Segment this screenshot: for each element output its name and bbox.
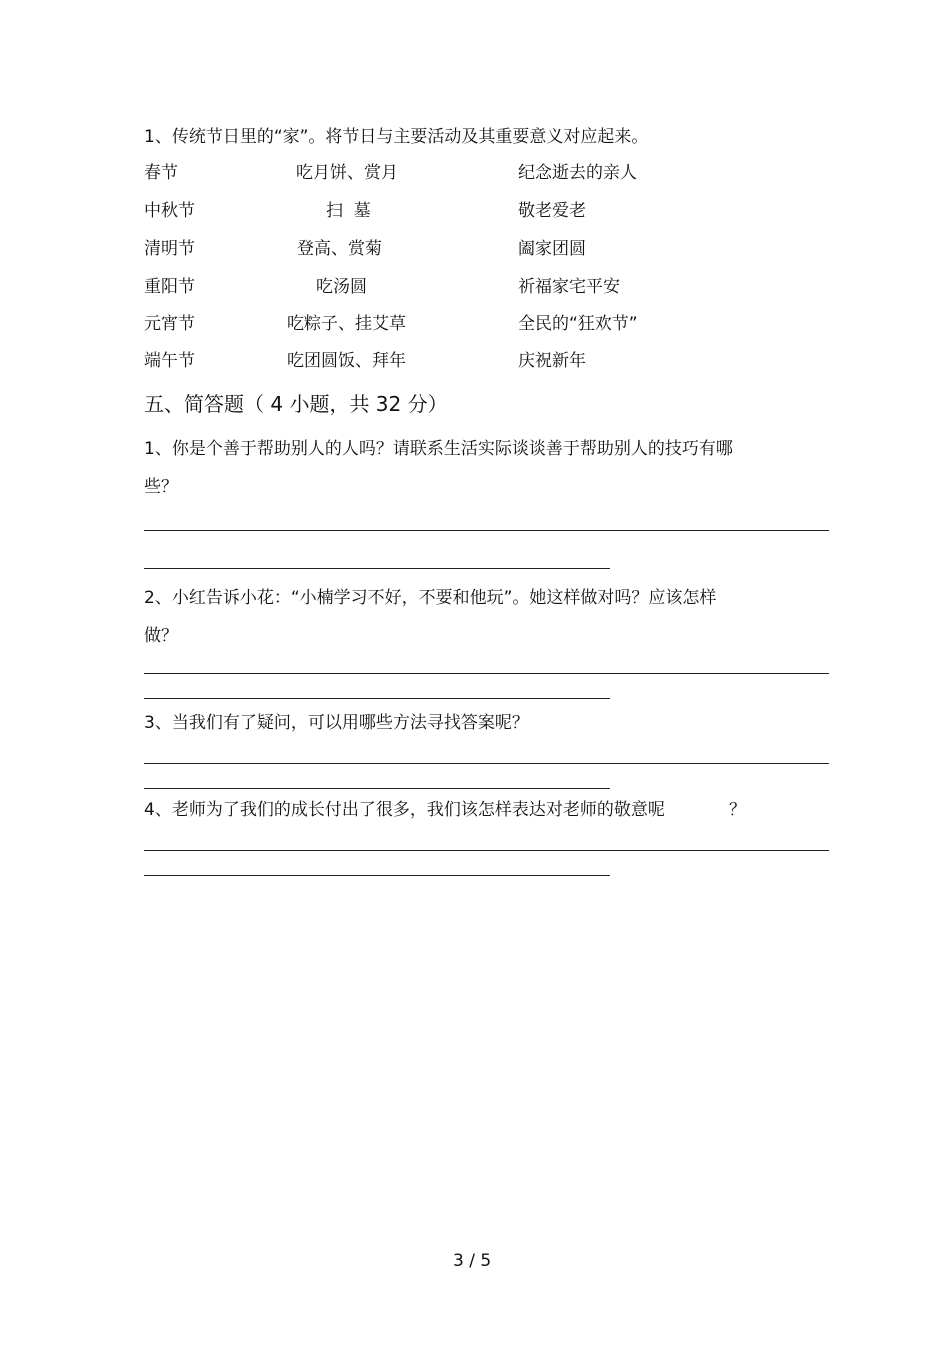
festival-item: 中秋节 xyxy=(144,201,195,221)
festival-item: 清明节 xyxy=(144,239,195,259)
answer-line[interactable] xyxy=(144,788,610,789)
answer-line[interactable] xyxy=(144,673,829,674)
question-3: 3、当我们有了疑问，可以用哪些方法寻找答案呢？ xyxy=(144,713,529,733)
meaning-item: 阖家团圆 xyxy=(518,239,586,259)
answer-line[interactable] xyxy=(144,698,610,699)
question-4: 4、老师为了我们的成长付出了很多，我们该怎样表达对老师的敬意呢 xyxy=(144,800,665,820)
answer-line[interactable] xyxy=(144,530,829,531)
festival-item: 春节 xyxy=(144,163,178,183)
question-1-line-1: 1、你是个善于帮助别人的人吗？请联系生活实际谈谈善于帮助别人的技巧有哪 xyxy=(144,439,733,459)
meaning-item: 庆祝新年 xyxy=(518,351,586,371)
activity-item: 扫 墓 xyxy=(326,201,371,221)
page-number: 3 / 5 xyxy=(453,1251,492,1271)
question-2-line-1: 2、小红告诉小花：“小楠学习不好，不要和他玩”。她这样做对吗？应该怎样 xyxy=(144,588,717,608)
answer-line[interactable] xyxy=(144,875,610,876)
festival-item: 重阳节 xyxy=(144,277,195,297)
activity-item: 吃团圆饭、拜年 xyxy=(287,351,406,371)
question-4-mark: ？ xyxy=(729,800,746,820)
answer-line[interactable] xyxy=(144,850,829,851)
answer-line[interactable] xyxy=(144,568,610,569)
meaning-item: 敬老爱老 xyxy=(518,201,586,221)
meaning-item: 全民的“狂欢节” xyxy=(518,314,638,334)
question-1-line-2: 些？ xyxy=(144,477,178,497)
section-title: 五、简答题（ 4 小题，共 32 分） xyxy=(144,392,448,416)
meaning-item: 纪念逝去的亲人 xyxy=(518,163,637,183)
meaning-item: 祈福家宅平安 xyxy=(518,277,620,297)
activity-item: 吃月饼、赏月 xyxy=(296,163,398,183)
activity-item: 吃粽子、挂艾草 xyxy=(287,314,406,334)
activity-item: 登高、赏菊 xyxy=(297,239,382,259)
festival-item: 元宵节 xyxy=(144,314,195,334)
answer-line[interactable] xyxy=(144,763,829,764)
festival-item: 端午节 xyxy=(144,351,195,371)
activity-item: 吃汤圆 xyxy=(316,277,367,297)
question-2-line-2: 做？ xyxy=(144,626,178,646)
matching-instruction: 1、传统节日里的“家”。将节日与主要活动及其重要意义对应起来。 xyxy=(144,127,649,147)
